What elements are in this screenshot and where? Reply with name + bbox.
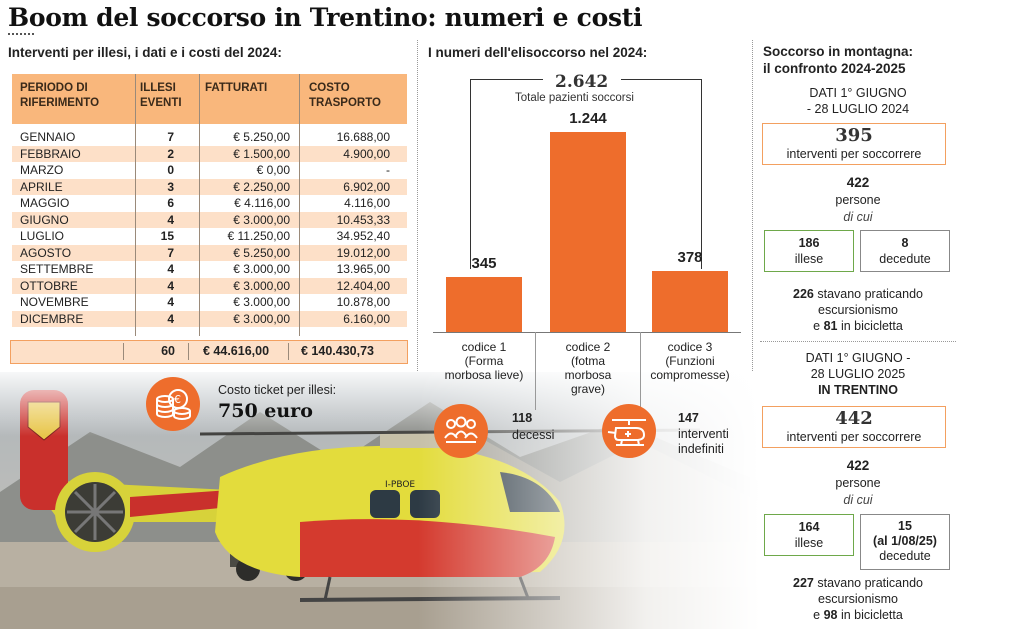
- cell-month: OTTOBRE: [20, 278, 78, 293]
- helicopter-icon: [602, 404, 656, 458]
- p1-escursionismo-txt2: escursionismo: [818, 303, 898, 317]
- cell-fatturati: € 2.250,00: [233, 179, 290, 194]
- p2-decedute-label: decedute: [879, 549, 931, 563]
- p2-interventi-box: [762, 406, 946, 448]
- cell-costo: 19.012,00: [336, 245, 390, 260]
- table-row: [12, 311, 407, 328]
- p2-persone-label: persone: [835, 476, 881, 490]
- cell-costo: 4.116,00: [344, 196, 390, 210]
- p1-interventi-label: interventi per soccorrere: [786, 147, 922, 161]
- total-patients-label: Totale pazienti soccorsi: [515, 92, 634, 104]
- bar-value-label: 1.244: [569, 110, 607, 127]
- montagna-title-line1: Soccorso in montagna:: [763, 44, 914, 59]
- cell-month: APRILE: [20, 179, 63, 194]
- cell-fatturati: € 5.250,00: [233, 130, 290, 144]
- p2-decedute-note: (al 1/08/25): [873, 534, 937, 548]
- table-row: [12, 245, 407, 262]
- category-label-line: (Forma: [464, 354, 504, 368]
- page-title: Boom del soccorso in Trentino: numeri e costi: [8, 3, 643, 32]
- p2-escursionismo: [760, 576, 956, 592]
- category-label-line: (fotma: [570, 354, 605, 368]
- montagna-title: [763, 44, 913, 77]
- ticket-label: Costo ticket per illesi:: [218, 383, 337, 397]
- ticket-value: 750 euro: [218, 400, 313, 422]
- p2-persone: 422: [846, 458, 870, 473]
- p1-bici-txt: in bicicletta: [840, 319, 903, 333]
- cell-costo: 4.900,00: [343, 146, 390, 161]
- p1-illesi-label: illese: [794, 252, 824, 266]
- table-row: [12, 162, 407, 179]
- p1-illesi: 186: [798, 236, 820, 250]
- cell-month: AGOSTO: [20, 245, 72, 260]
- p1-illesi-box: [764, 230, 854, 272]
- p1-bici-pre: e: [813, 319, 821, 333]
- table-row: [12, 146, 407, 163]
- cell-month: NOVEMBRE: [20, 295, 89, 309]
- p2-decedute-box: [860, 514, 950, 570]
- category-label-line: grave): [570, 382, 605, 396]
- p1-escursionismo-txt1: stavano praticando: [817, 287, 923, 301]
- cell-month: MARZO: [20, 163, 64, 177]
- indefiniti-label-2: indefiniti: [678, 442, 724, 456]
- cell-fatturati: € 3.000,00: [233, 311, 290, 326]
- p2-interventi: 442: [835, 408, 873, 429]
- coins-icon: [146, 377, 200, 431]
- p2-illesi-box: [764, 514, 854, 556]
- cell-fatturati: € 3.000,00: [233, 278, 290, 293]
- category-label-line: compromesse): [650, 368, 730, 382]
- group-people-icon: [434, 404, 488, 458]
- cell-costo: 10.878,00: [336, 295, 390, 309]
- p1-bici: [760, 319, 956, 335]
- p1-escursionismo: [760, 287, 956, 303]
- header-fatturati: FATTURATI: [205, 82, 268, 94]
- cell-month: SETTEMBRE: [20, 262, 94, 276]
- cell-illesi: 4: [167, 262, 174, 276]
- p2-escursionismo-txt1: stavano praticando: [817, 576, 923, 590]
- p1-interventi: 395: [835, 125, 873, 146]
- cell-costo: 12.404,00: [336, 278, 390, 293]
- cell-illesi: 4: [167, 278, 174, 293]
- header-periodo: PERIODO DI RIFERIMENTO: [20, 82, 100, 109]
- table-row: [12, 179, 407, 196]
- indefiniti-number: 147: [678, 411, 699, 425]
- cell-illesi: 4: [167, 295, 174, 309]
- svg-text:€: €: [174, 393, 181, 406]
- header-illesi: ILLESI EVENTI: [140, 82, 182, 109]
- total-divider: [188, 343, 189, 360]
- p2-escursionismo-num: 227: [793, 576, 814, 590]
- category-label-line: morbosa: [564, 368, 612, 382]
- cell-illesi: 0: [167, 163, 174, 177]
- table-row: [12, 228, 407, 245]
- table-title: Interventi per illesi, i dati e i costi del 2024:: [8, 45, 282, 60]
- p2-period-line2: 28 LUGLIO 2025: [810, 367, 906, 381]
- bar-value-label: 345: [471, 255, 497, 272]
- p2-bici: [760, 608, 956, 624]
- cell-fatturati: € 3.000,00: [233, 212, 290, 227]
- p2-illesi: 164: [798, 520, 820, 534]
- bar-2: [550, 132, 626, 332]
- header-costo: COSTO TRASPORTO: [309, 82, 381, 109]
- cell-fatturati: € 3.000,00: [233, 295, 290, 309]
- cell-illesi: 7: [167, 130, 174, 144]
- p2-escursionismo-txt2: escursionismo: [818, 592, 898, 606]
- table-row: [12, 261, 407, 278]
- p1-interventi-box: [762, 123, 946, 165]
- decessi-number: 118: [512, 411, 533, 425]
- category-label-line: (Funzioni: [665, 354, 715, 368]
- bar-3: [652, 271, 728, 332]
- category-label-line: codice 3: [667, 340, 713, 354]
- p1-decedute-box: [860, 230, 950, 272]
- p2-decedute: 15: [898, 519, 912, 533]
- table-col-line: [299, 74, 300, 336]
- decessi-label: decessi: [512, 428, 555, 442]
- p2-bici-pre: e: [813, 608, 821, 622]
- p1-escursionismo-num: 226: [793, 287, 814, 301]
- cell-fatturati: € 0,00: [256, 163, 290, 177]
- cell-fatturati: € 5.250,00: [233, 245, 290, 260]
- period-divider: [760, 341, 956, 342]
- category-label-line: codice 1: [461, 340, 507, 354]
- cell-month: FEBBRAIO: [20, 146, 81, 161]
- cell-fatturati: € 11.250,00: [227, 229, 290, 243]
- cell-month: MAGGIO: [20, 196, 70, 210]
- total-divider: [288, 343, 289, 360]
- cell-month: LUGLIO: [20, 229, 65, 243]
- cell-fatturati: € 4.116,00: [234, 196, 290, 210]
- p2-period-line1: DATI 1° GIUGNO -: [805, 351, 911, 365]
- p2-bici-txt: in bicicletta: [840, 608, 903, 622]
- cell-costo: 34.952,40: [336, 229, 390, 243]
- montagna-title-line2: il confronto 2024-2025: [763, 60, 906, 76]
- p1-bici-num: 81: [823, 319, 838, 333]
- p1-decedute-label: decedute: [879, 252, 931, 266]
- category-label: [536, 340, 640, 396]
- p2-period-line3: IN TRENTINO: [818, 383, 898, 397]
- category-divider: [535, 332, 536, 410]
- p1-decedute: 8: [901, 236, 909, 250]
- chart-baseline: [433, 332, 741, 333]
- cell-illesi: 2: [167, 146, 174, 161]
- total-divider: [123, 343, 124, 360]
- cell-costo: 6.902,00: [343, 179, 390, 194]
- cell-month: GENNAIO: [20, 130, 76, 144]
- table-totals-row: [10, 340, 408, 364]
- bar-value-label: 378: [677, 249, 703, 266]
- cell-illesi: 4: [167, 212, 174, 227]
- table-row: [12, 212, 407, 229]
- category-label: [432, 340, 536, 382]
- p1-period-line2: - 28 LUGLIO 2024: [806, 102, 910, 116]
- cell-costo: 13.965,00: [336, 262, 390, 276]
- table-row: [12, 129, 407, 146]
- category-label-line: morbosa lieve): [444, 368, 524, 382]
- category-divider: [640, 332, 641, 410]
- p2-di-cui: di cui: [843, 493, 873, 507]
- cell-costo: 16.688,00: [336, 130, 390, 144]
- bar-1: [446, 277, 522, 332]
- p2-illesi-label: illese: [794, 536, 824, 550]
- cell-illesi: 6: [167, 196, 174, 210]
- cell-costo: 6.160,00: [343, 311, 390, 326]
- indefiniti-label-1: interventi: [678, 427, 729, 441]
- p1-persone-label: persone: [835, 193, 881, 207]
- cell-costo: -: [386, 163, 390, 177]
- p1-period-line1: DATI 1° GIUGNO: [809, 86, 907, 100]
- title-divider: [8, 33, 34, 35]
- table-header: [12, 74, 407, 124]
- p1-di-cui: di cui: [843, 210, 873, 224]
- table-col-line: [135, 74, 136, 336]
- table-row: [12, 278, 407, 295]
- table-row: [12, 195, 407, 212]
- cell-month: GIUGNO: [20, 212, 69, 227]
- total-costo: € 140.430,73: [301, 344, 374, 358]
- total-illesi: 60: [161, 344, 175, 358]
- costs-table: [12, 74, 407, 327]
- cell-fatturati: € 1.500,00: [233, 146, 290, 161]
- chart-title: I numeri dell'elisoccorso nel 2024:: [428, 45, 648, 60]
- cell-illesi: 7: [167, 245, 174, 260]
- cell-costo: 10.453,33: [336, 212, 390, 227]
- cell-month: DICEMBRE: [20, 311, 84, 326]
- category-label-line: codice 2: [565, 340, 611, 354]
- cell-illesi: 15: [160, 229, 174, 243]
- table-body: [12, 129, 407, 327]
- cell-illesi: 4: [167, 311, 174, 326]
- cell-illesi: 3: [167, 179, 174, 194]
- cell-fatturati: € 3.000,00: [233, 262, 290, 276]
- total-patients: 2.642: [555, 72, 609, 92]
- category-label: [638, 340, 742, 382]
- p1-persone: 422: [846, 175, 870, 190]
- total-fatturati: € 44.616,00: [203, 344, 270, 358]
- p2-interventi-label: interventi per soccorrere: [786, 430, 922, 444]
- table-row: [12, 294, 407, 311]
- p2-bici-num: 98: [823, 608, 838, 622]
- table-col-line: [199, 74, 200, 336]
